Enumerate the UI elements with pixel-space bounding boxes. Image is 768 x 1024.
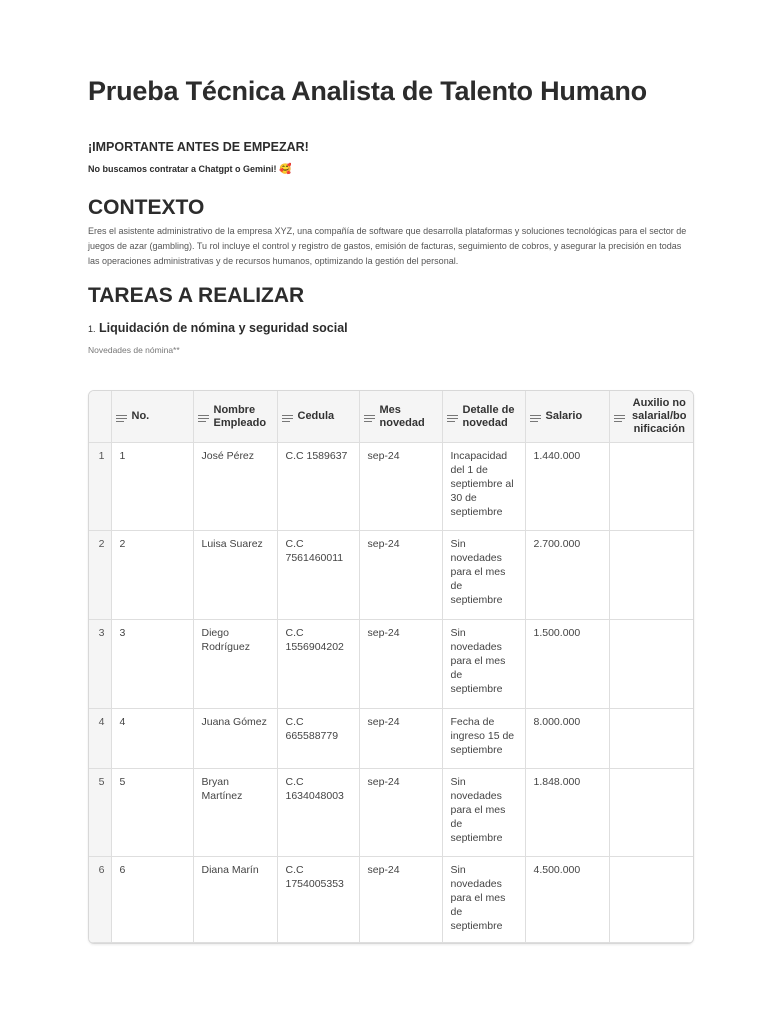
note-text: No buscamos contratar a Chatgpt o Gemini! [88, 164, 277, 174]
cell-cedula[interactable]: C.C 1589637 [277, 443, 359, 531]
cell-salario[interactable]: 4.500.000 [525, 857, 609, 943]
cell-detalle[interactable]: Sin novedades para el mes de septiembre [442, 620, 525, 709]
cell-auxilio[interactable] [609, 857, 693, 943]
row-number-header [89, 391, 111, 443]
cell-no[interactable]: 4 [111, 709, 193, 769]
cell-salario[interactable]: 1.440.000 [525, 443, 609, 531]
smiling-face-emoji-icon: 🥰 [279, 164, 292, 175]
cell-cedula[interactable]: C.C 665588779 [277, 709, 359, 769]
payroll-table [88, 390, 694, 944]
cell-mes[interactable]: sep-24 [359, 857, 442, 943]
table-row [89, 443, 693, 531]
cell-salario[interactable]: 1.500.000 [525, 620, 609, 709]
cell-no[interactable]: 1 [111, 443, 193, 531]
cell-auxilio[interactable] [609, 769, 693, 857]
table-row [89, 531, 693, 620]
table-row [89, 857, 693, 943]
cell-no[interactable]: 3 [111, 620, 193, 709]
cell-cedula[interactable]: C.C 1634048003 [277, 769, 359, 857]
text-field-icon [447, 415, 458, 423]
text-field-icon [364, 415, 375, 423]
cell-cedula[interactable]: C.C 7561460011 [277, 531, 359, 620]
task-1-title: Liquidación de nómina y seguridad social [99, 321, 348, 335]
cell-mes[interactable]: sep-24 [359, 620, 442, 709]
cell-nombre[interactable]: José Pérez [193, 443, 277, 531]
cell-mes[interactable]: sep-24 [359, 531, 442, 620]
header-auxilio[interactable]: Auxilio no salarial/bo nificación [609, 391, 693, 443]
cell-no[interactable]: 5 [111, 769, 193, 857]
page-title: Prueba Técnica Analista de Talento Humano [88, 76, 647, 106]
context-heading: CONTEXTO [88, 196, 205, 219]
cell-nombre[interactable]: Juana Gómez [193, 709, 277, 769]
row-number: 1 [89, 443, 111, 531]
header-detalle[interactable]: Detalle de novedad [442, 391, 525, 443]
cell-no[interactable]: 6 [111, 857, 193, 943]
important-heading: ¡IMPORTANTE ANTES DE EMPEZAR! [88, 140, 309, 154]
cell-mes[interactable]: sep-24 [359, 769, 442, 857]
cell-nombre[interactable]: Bryan Martínez [193, 769, 277, 857]
cell-detalle[interactable]: Sin novedades para el mes de septiembre [442, 531, 525, 620]
table-row [89, 709, 693, 769]
cell-salario[interactable]: 2.700.000 [525, 531, 609, 620]
cell-detalle[interactable]: Incapacidad del 1 de septiembre al 30 de septiembre [442, 443, 525, 531]
task-1-heading [88, 321, 348, 335]
row-number: 4 [89, 709, 111, 769]
cell-salario[interactable]: 1.848.000 [525, 769, 609, 857]
tasks-heading: TAREAS A REALIZAR [88, 284, 305, 307]
text-field-icon [530, 415, 541, 423]
cell-auxilio[interactable] [609, 531, 693, 620]
header-mes[interactable]: Mes novedad [359, 391, 442, 443]
header-no[interactable]: No. [111, 391, 193, 443]
table-row [89, 620, 693, 709]
cell-auxilio[interactable] [609, 443, 693, 531]
text-field-icon [116, 415, 127, 423]
cell-detalle[interactable]: Sin novedades para el mes de septiembre [442, 857, 525, 943]
cell-nombre[interactable]: Diego Rodríguez [193, 620, 277, 709]
cell-nombre[interactable]: Luisa Suarez [193, 531, 277, 620]
note-line [88, 164, 292, 175]
text-field-icon [614, 415, 625, 423]
cell-detalle[interactable]: Sin novedades para el mes de septiembre [442, 769, 525, 857]
cell-no[interactable]: 2 [111, 531, 193, 620]
text-field-icon [198, 415, 209, 423]
table-row [89, 769, 693, 857]
row-number: 5 [89, 769, 111, 857]
header-salario[interactable]: Salario [525, 391, 609, 443]
row-number: 6 [89, 857, 111, 943]
cell-mes[interactable]: sep-24 [359, 709, 442, 769]
cell-salario[interactable]: 8.000.000 [525, 709, 609, 769]
cell-auxilio[interactable] [609, 709, 693, 769]
novedades-subtitle: Novedades de nómina** [88, 345, 180, 355]
cell-nombre[interactable]: Diana Marín [193, 857, 277, 943]
context-paragraph: Eres el asistente administrativo de la empresa XYZ, una compañía de software que desarrolla plataformas y soluciones tecnológicas para el sector de juegos de azar (gambling). Tu rol incluye el control y registro de gastos, emisión de facturas, seguimiento de cobros, y asegurar la precisión en todas las operaciones administrativas y de recursos humanos, optimizando la gestión del personal. [88, 226, 687, 266]
cell-detalle[interactable]: Fecha de ingreso 15 de septiembre [442, 709, 525, 769]
cell-auxilio[interactable] [609, 620, 693, 709]
header-cedula[interactable]: Cedula [277, 391, 359, 443]
cell-mes[interactable]: sep-24 [359, 443, 442, 531]
row-number: 3 [89, 620, 111, 709]
task-1-number: 1. [88, 324, 96, 334]
cell-cedula[interactable]: C.C 1754005353 [277, 857, 359, 943]
header-nombre[interactable]: Nombre Empleado [193, 391, 277, 443]
row-number: 2 [89, 531, 111, 620]
cell-cedula[interactable]: C.C 1556904202 [277, 620, 359, 709]
text-field-icon [282, 415, 293, 423]
